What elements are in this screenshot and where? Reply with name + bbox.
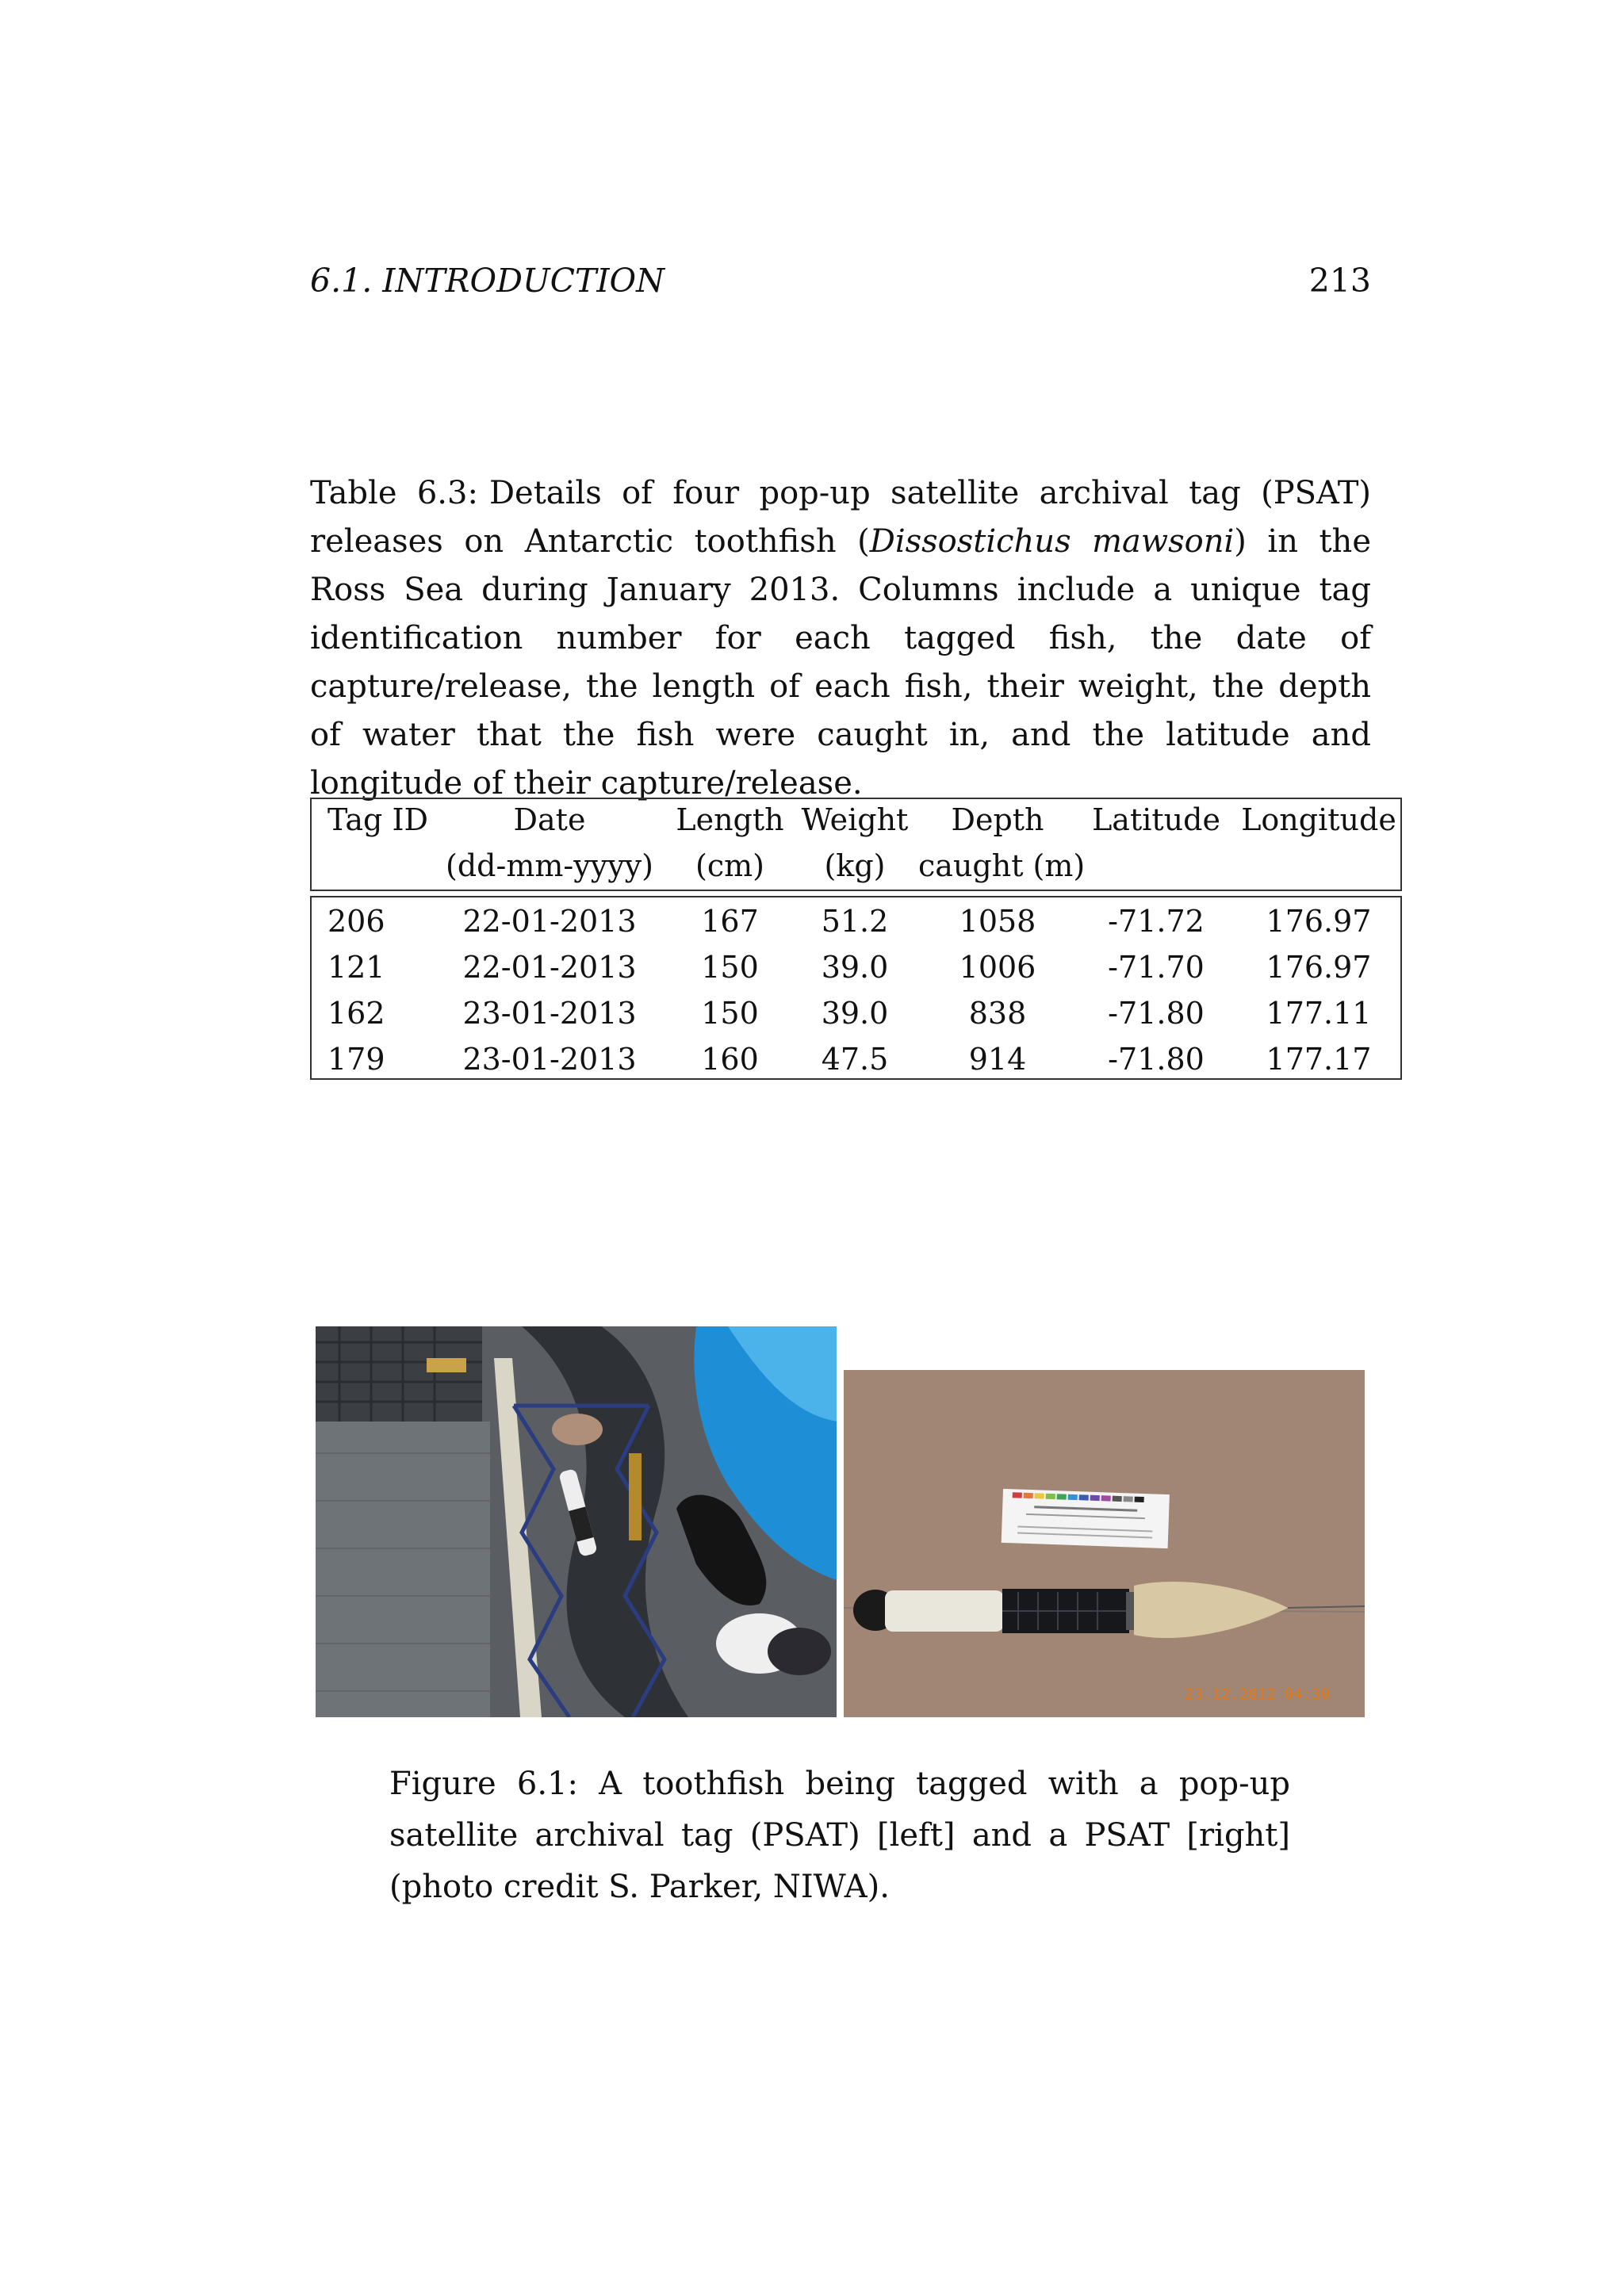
table-cell: 162: [327, 996, 385, 1031]
running-header: [310, 257, 1371, 304]
table-cell: -71.80: [1108, 996, 1205, 1031]
table-cell: 177.11: [1266, 996, 1372, 1031]
header-depth: Depth: [951, 802, 1044, 837]
table-caption-text-1: Details of four pop-up satellite archival tag (PSAT) releases on Antarctic toothfish (: [310, 475, 1371, 560]
table-cell: 167: [701, 904, 759, 939]
table-cell: 150: [701, 950, 759, 985]
table-caption-label: Table 6.3:: [310, 475, 478, 511]
header-length: Length: [676, 802, 784, 837]
page-number: 213: [1308, 262, 1371, 300]
figure-caption: Figure 6.1: A toothfish being tagged with a pop-up satellite archival tag (PSAT) [left] and a PSAT [right] (photo credit S. Parker, NIWA).: [389, 1766, 1290, 1905]
table-cell: 1006: [959, 950, 1036, 985]
table-cell: 179: [327, 1042, 385, 1077]
table-cell: 176.97: [1266, 950, 1372, 985]
section-title: 6.1. INTRODUCTION: [310, 262, 665, 300]
table-cell: 206: [327, 904, 385, 939]
table-cell: 160: [701, 1042, 759, 1077]
data-table: [310, 798, 1402, 1080]
table-caption-text-2: ) in the Ross Sea during January 2013. Columns include a unique tag identification number for each tagged fish, the date of capture/release, the length of each fish, their weight, the depth of water that the fish were caught in, and the latitude and longitude of their capture/release.: [310, 523, 1371, 802]
table-cell: 22-01-2013: [462, 950, 637, 985]
header-date-unit: (dd-mm-yyyy): [446, 848, 653, 883]
table-cell: 39.0: [821, 950, 889, 985]
table-cell: 23-01-2013: [462, 1042, 637, 1077]
header-tag-id: Tag ID: [327, 802, 428, 837]
header-longitude: Longitude: [1241, 802, 1396, 837]
header-depth-unit: caught (m): [918, 848, 1086, 883]
table-cell: 838: [968, 996, 1027, 1031]
psat-tag-photo: [844, 1370, 1365, 1717]
table-cell: 150: [701, 996, 759, 1031]
table-cell: 121: [327, 950, 385, 985]
table-cell: -71.72: [1108, 904, 1205, 939]
header-length-unit: (cm): [695, 848, 764, 883]
toothfish-tagging-photo: [316, 1326, 837, 1717]
table-cell: 22-01-2013: [462, 904, 637, 939]
table-cell: -71.80: [1108, 1042, 1205, 1077]
photo-timestamp: 23.12.2012 04:30: [1185, 1686, 1331, 1703]
header-weight: Weight: [801, 802, 909, 837]
table-cell: 23-01-2013: [462, 996, 637, 1031]
table-cell: 47.5: [821, 1042, 889, 1077]
table-cell: 51.2: [821, 904, 889, 939]
table-cell: 177.17: [1266, 1042, 1372, 1077]
species-name: Dissostichus mawsoni: [869, 523, 1235, 560]
header-date: Date: [513, 802, 586, 837]
header-weight-unit: (kg): [824, 848, 886, 883]
table-body: [310, 896, 1402, 1080]
table-cell: 39.0: [821, 996, 889, 1031]
table-cell: 914: [968, 1042, 1027, 1077]
table-cell: -71.70: [1108, 950, 1205, 985]
header-latitude: Latitude: [1092, 802, 1220, 837]
table-cell: 1058: [959, 904, 1036, 939]
table-cell: 176.97: [1266, 904, 1372, 939]
table-caption: [310, 469, 1371, 808]
table-header: [310, 798, 1402, 891]
